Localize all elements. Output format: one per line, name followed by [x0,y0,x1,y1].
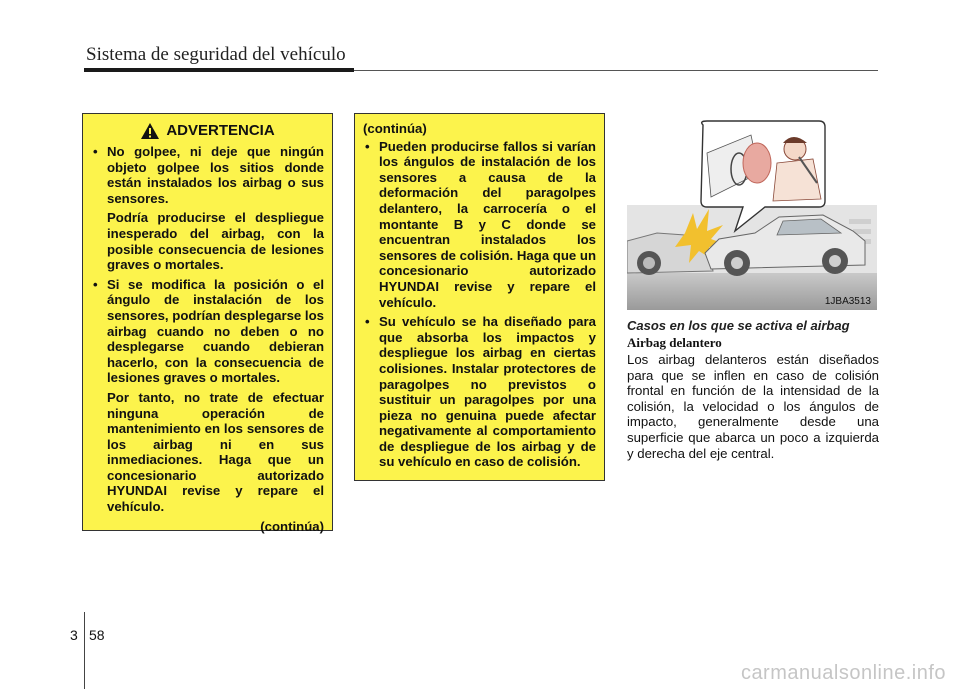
crash-scene-drawing [627,113,877,310]
section-body-text: Los airbag delanteros están diseñados para que se inflen en caso de colisión frontal en función de la intensidad de la colisión, la velocidad o los ángulos de impacto, generalmente desde una superficie que abarca un poco a izquierda y derecha del eje central. [627,352,879,461]
warning-paragraph: • No golpee, ni deje que ningún objeto golpee los sitios donde están instalados los airbag o sus sensores. [107,144,324,206]
warning-list-1 [91,144,324,515]
warning-box-2 [354,113,605,481]
warning-item [363,139,596,311]
warning-paragraph: Podría producirse el despliegue inesperado del airbag, con la posible consecuencia de lesiones graves o mortales. [107,210,324,273]
watermark: carmanualsonline.info [740,662,946,684]
header-rule-thick [84,68,354,72]
continued-label: (continúa) [363,121,427,136]
section-title: Casos en los que se activa el airbag [627,318,850,333]
continued-label: (continúa) [260,518,324,534]
warning-title-text: ADVERTENCIA [166,122,275,140]
warning-paragraph: • Su vehículo se ha diseñado para que absorba los impactos y despliegue los airbag en ciertas colisiones. Instalar protectores de paragolpes no previstos o sustituir un paragolpes por una pieza no genuina puede afectar negativamente al comportamiento de despliegue de los airbag y de su vehículo en caso de colisión. [379,314,596,470]
section-subheading: Airbag delantero [627,335,722,350]
warning-paragraph: Por tanto, no trate de efectuar ninguna operación de mantenimiento en los sensores de los airbag ni en sus inmediaciones. Haga que un concesionario autorizado HYUNDAI revise y repare el vehículo. [107,389,324,515]
warning-paragraph: • Pueden producirse fallos si varían los ángulos de instalación de los sensores a causa de la deformación del paragolpes delantero, la carrocería o el montante B y C donde se encuentran instalados los sensores de colisión. Haga que un concesionario autorizado HYUNDAI revise y repare el vehículo. [379,138,596,310]
warning-list-2 [363,139,596,470]
warning-paragraph: • Si se modifica la posición o el ángulo de instalación de los sensores, podrían desplegarse los airbag cuando no deben o no desplegarse cuando debieran hacerlo, con la consecuencia de lesiones graves o mortales. [107,276,324,386]
header-rule-thin [354,70,878,71]
warning-item [91,144,324,273]
warning-item [363,314,596,470]
warning-item [91,277,324,515]
warning-box-1 [82,113,333,534]
warning-title [91,122,324,140]
footer-divider [84,612,85,689]
illustration-code: 1JBA3513 [824,296,871,307]
airbag-collision-illustration [627,113,877,310]
page-header-title: Sistema de seguridad del vehículo [86,44,346,65]
page-number: 58 [89,627,105,643]
warning-triangle-icon [140,122,160,140]
page-chapter-number: 3 [70,627,78,643]
